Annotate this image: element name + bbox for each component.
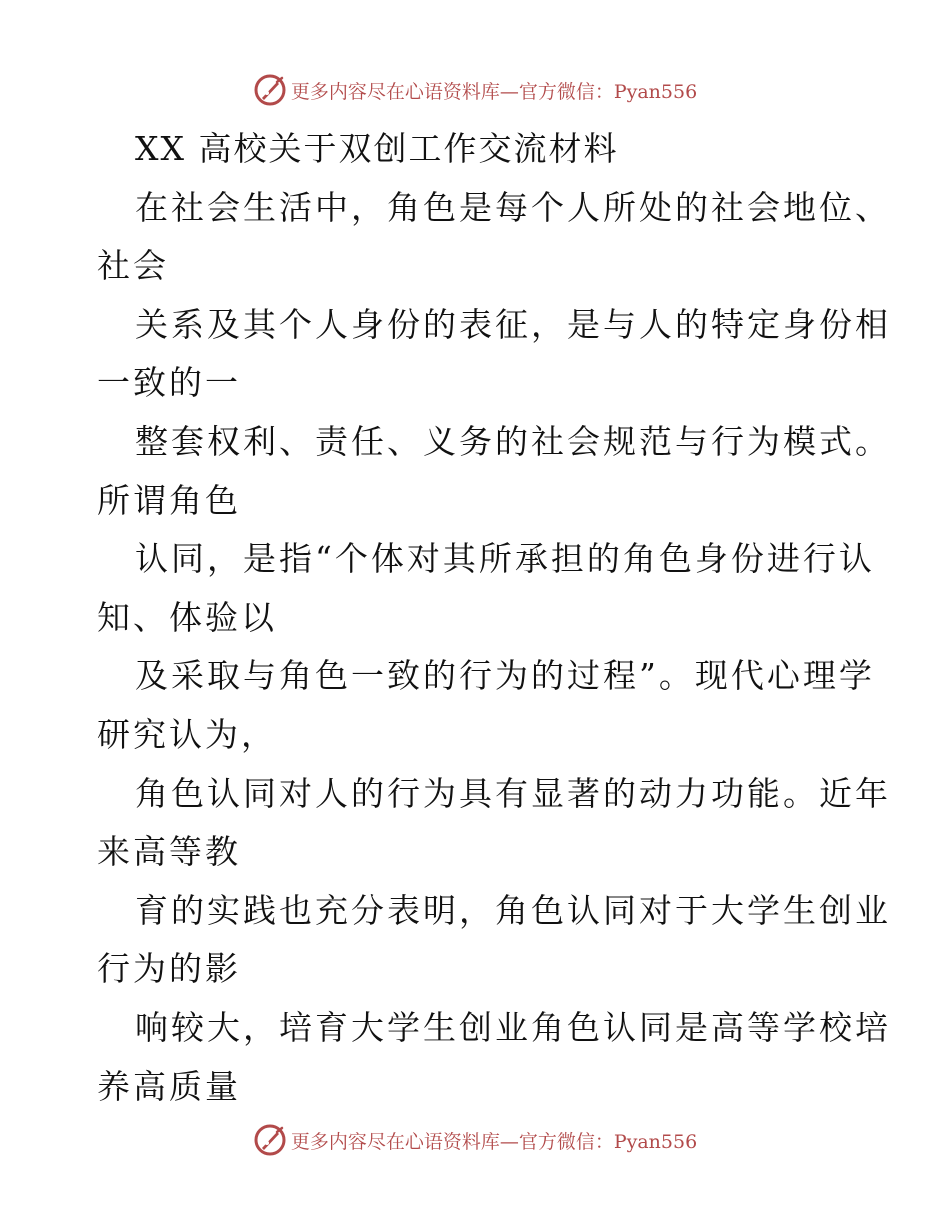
paragraph-line: 育的实践也充分表明，角色认同对于大学生创业 bbox=[135, 890, 891, 930]
paragraph-line: 所谓角色 bbox=[97, 480, 241, 520]
paragraph-line: 认同，是指“个体对其所承担的角色身份进行认 bbox=[135, 539, 875, 579]
document-body bbox=[97, 120, 891, 1116]
paragraph-line: 来高等教 bbox=[97, 832, 241, 872]
quill-pen-logo-icon bbox=[253, 73, 287, 107]
paragraph-line: 整套权利、责任、义务的社会规范与行为模式。 bbox=[135, 421, 891, 461]
quill-pen-logo-icon bbox=[253, 1123, 287, 1157]
paragraph-line: 响较大，培育大学生创业角色认同是高等学校培 bbox=[135, 1007, 891, 1047]
paragraph-line: 养高质量 bbox=[97, 1066, 241, 1106]
header-banner bbox=[0, 68, 950, 112]
paragraph-line: 在社会生活中，角色是每个人所处的社会地位、 bbox=[135, 187, 891, 227]
paragraph-line: 关系及其个人身份的表征，是与人的特定身份相 bbox=[135, 304, 891, 344]
paragraph-line: 角色认同对人的行为具有显著的动力功能。近年 bbox=[135, 773, 891, 813]
paragraph-line: 一致的一 bbox=[97, 363, 241, 403]
footer-banner-text: 更多内容尽在心语资料库—官方微信：Pyan556 bbox=[290, 1130, 698, 1153]
paragraph-line: 研究认为， bbox=[97, 714, 277, 754]
footer-banner bbox=[0, 1118, 950, 1162]
header-banner-text: 更多内容尽在心语资料库—官方微信：Pyan556 bbox=[290, 80, 698, 103]
paragraph-line: 知、体验以 bbox=[97, 597, 277, 637]
paragraph-line: 社会 bbox=[97, 246, 169, 286]
paragraph-line: 及采取与角色一致的行为的过程”。现代心理学 bbox=[135, 656, 875, 696]
paragraph-line: 行为的影 bbox=[97, 949, 241, 989]
document-title: XX 高校关于双创工作交流材料 bbox=[135, 129, 619, 168]
